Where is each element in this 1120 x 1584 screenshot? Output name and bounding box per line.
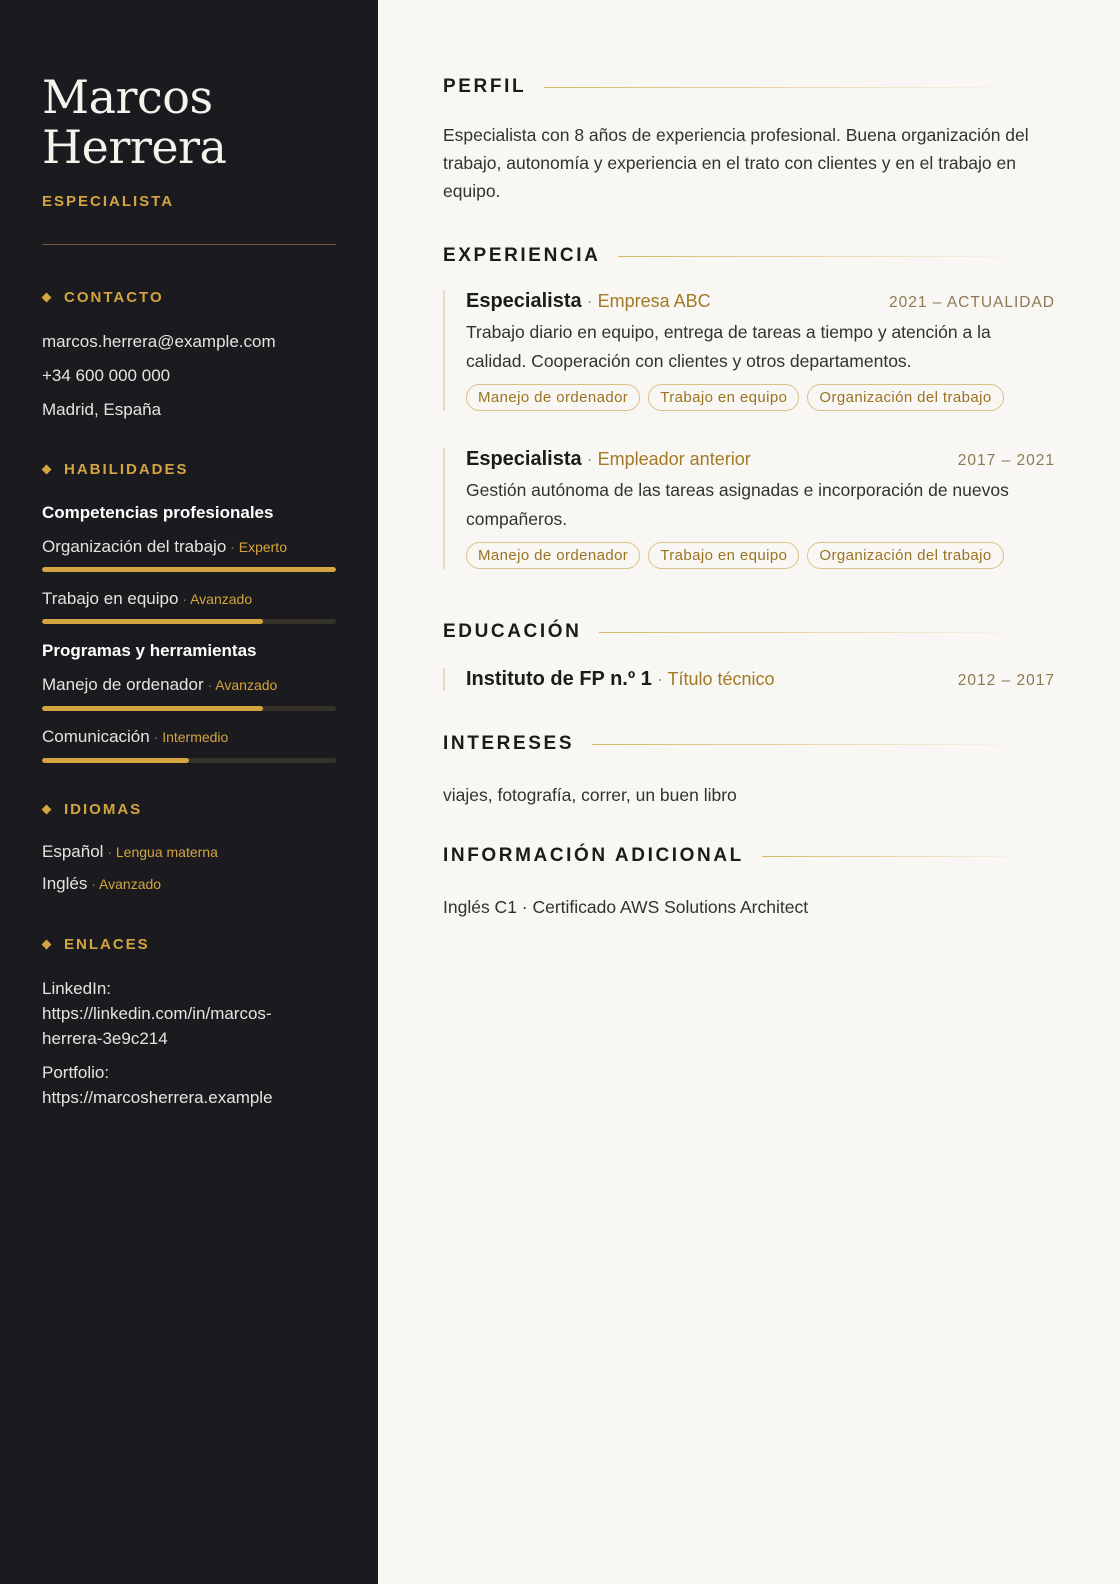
language-name: Inglés <box>42 874 88 893</box>
linkedin-link[interactable]: https://linkedin.com/in/marcos- <box>42 1004 272 1023</box>
school-line <box>466 668 775 691</box>
heading-rule <box>592 744 1033 745</box>
links-heading-label: ENLACES <box>64 936 150 953</box>
skill-tag: Trabajo en equipo <box>648 384 799 411</box>
skill-level: · Avanzado <box>204 677 278 693</box>
job-tags <box>466 542 1055 569</box>
skill-item <box>42 589 252 609</box>
job-date: 2021 – ACTUALIDAD <box>888 294 1055 311</box>
contact-heading <box>42 289 164 306</box>
linkedin-link-cont[interactable]: herrera-3e9c214 <box>42 1029 168 1048</box>
experience-entry <box>443 448 1055 569</box>
skill-group-title: Competencias profesionales <box>42 503 274 522</box>
diamond-icon <box>42 940 52 950</box>
skill-name: Comunicación <box>42 727 150 746</box>
skill-item <box>42 537 287 557</box>
interests-heading <box>443 733 1033 755</box>
name-first: Marcos <box>42 70 213 124</box>
candidate-role: ESPECIALISTA <box>42 193 175 210</box>
skills-heading-label: HABILIDADES <box>64 461 189 478</box>
language-level: · Lengua materna <box>103 844 217 860</box>
skill-tag: Trabajo en equipo <box>648 542 799 569</box>
skill-bar-fill <box>42 706 263 711</box>
job-tags <box>466 384 1055 411</box>
profile-text: Especialista con 8 años de experiencia profesional. Buena organización del trabajo, autonomía y experiencia en el trato con clientes y en el trabajo en equipo. <box>443 125 1029 201</box>
job-title-line <box>466 290 711 313</box>
diamond-icon <box>42 805 52 815</box>
degree: · Título técnico <box>652 669 775 689</box>
interests-text: viajes, fotografía, correr, un buen libro <box>443 785 737 805</box>
skill-bar <box>42 706 336 711</box>
additional-text: Inglés C1 · Certificado AWS Solutions Architect <box>443 897 809 917</box>
links-heading <box>42 936 150 953</box>
education-heading-label: EDUCACIÓN <box>443 621 582 642</box>
skill-level: · Avanzado <box>178 591 252 607</box>
heading-rule <box>599 632 1033 633</box>
heading-rule <box>762 856 1033 857</box>
diamond-icon <box>42 293 52 303</box>
interests-heading-label: INTERESES <box>443 733 575 754</box>
experience-heading-label: EXPERIENCIA <box>443 245 601 266</box>
skill-name: Organización del trabajo <box>42 537 227 556</box>
job-title-line <box>466 448 751 471</box>
skills-heading <box>42 461 189 478</box>
linkedin-label: LinkedIn: <box>42 979 111 998</box>
job-date: 2017 – 2021 <box>957 452 1055 469</box>
skill-item <box>42 675 277 695</box>
profile-heading-label: PERFIL <box>443 76 527 97</box>
school-name: Instituto de FP n.º 1 <box>466 668 652 690</box>
heading-rule <box>618 256 1033 257</box>
skill-tag: Manejo de ordenador <box>466 542 640 569</box>
language-item <box>42 874 161 894</box>
language-level: · Avanzado <box>87 876 161 892</box>
contact-location: Madrid, España <box>42 400 162 419</box>
portfolio-link[interactable]: https://marcosherrera.example <box>42 1088 273 1107</box>
job-company: · Empresa ABC <box>582 291 711 311</box>
profile-heading <box>443 76 1033 98</box>
job-title: Especialista <box>466 290 582 312</box>
diamond-icon <box>42 465 52 475</box>
name-last: Herrera <box>42 120 227 174</box>
education-heading <box>443 621 1033 643</box>
skill-bar-fill <box>42 619 263 624</box>
skill-tag: Organización del trabajo <box>807 542 1003 569</box>
skill-bar <box>42 567 336 572</box>
contact-email[interactable]: marcos.herrera@example.com <box>42 332 276 351</box>
skill-name: Manejo de ordenador <box>42 675 204 694</box>
experience-entry <box>443 290 1055 411</box>
skill-tag: Organización del trabajo <box>807 384 1003 411</box>
skill-name: Trabajo en equipo <box>42 589 179 608</box>
experience-heading <box>443 245 1033 267</box>
contact-heading-label: CONTACTO <box>64 289 164 306</box>
additional-heading-label: INFORMACIÓN ADICIONAL <box>443 845 744 866</box>
language-item <box>42 842 218 862</box>
job-description: Gestión autónoma de las tareas asignadas e incorporación de nuevos compañeros. <box>466 480 1009 529</box>
portfolio-label: Portfolio: <box>42 1063 110 1082</box>
skill-level: · Intermedio <box>150 729 229 745</box>
skill-item <box>42 727 228 747</box>
sidebar-divider <box>42 244 336 245</box>
languages-heading <box>42 801 142 818</box>
language-name: Español <box>42 842 104 861</box>
languages-heading-label: IDIOMAS <box>64 801 143 818</box>
skill-tag: Manejo de ordenador <box>466 384 640 411</box>
skill-level: · Experto <box>226 539 287 555</box>
candidate-name <box>42 72 226 172</box>
skill-bar <box>42 619 336 624</box>
sidebar <box>0 0 378 1584</box>
job-company: · Empleador anterior <box>582 449 751 469</box>
skill-bar-fill <box>42 567 336 572</box>
heading-rule <box>544 87 1033 88</box>
education-entry <box>443 668 1055 691</box>
contact-phone[interactable]: +34 600 000 000 <box>42 366 171 385</box>
education-date: 2012 – 2017 <box>957 672 1055 689</box>
skill-group-title: Programas y herramientas <box>42 641 257 660</box>
additional-heading <box>443 845 1033 867</box>
skill-bar <box>42 758 336 763</box>
job-title: Especialista <box>466 448 582 470</box>
job-description: Trabajo diario en equipo, entrega de tareas a tiempo y atención a la calidad. Cooperación con clientes y otros departamentos. <box>466 322 991 371</box>
skill-bar-fill <box>42 758 189 763</box>
